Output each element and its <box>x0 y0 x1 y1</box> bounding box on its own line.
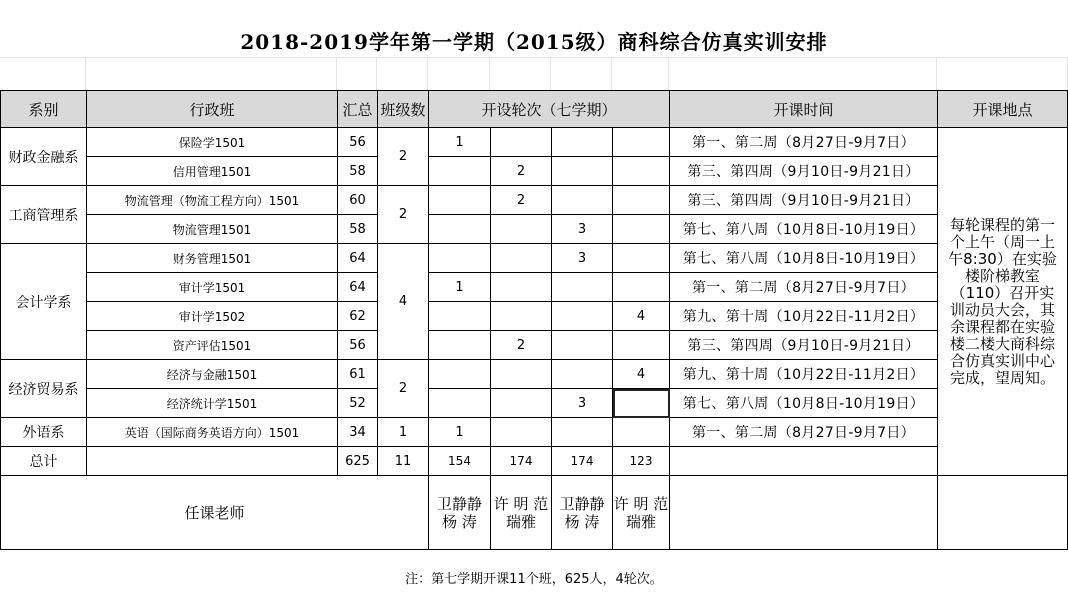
totals-time-cell <box>670 447 938 476</box>
class-count-cell: 2 <box>378 186 429 244</box>
time-cell: 第三、第四周（9月10日-9月21日） <box>670 331 938 360</box>
time-cell: 第七、第八周（10月8日-10月19日） <box>670 389 938 418</box>
round4-cell[interactable] <box>613 128 670 157</box>
table-row <box>1 273 1068 302</box>
totals-label: 总计 <box>1 447 87 476</box>
round2-cell[interactable] <box>491 389 552 418</box>
header-class-count: 班级数 <box>378 91 429 128</box>
location-cell: 每轮课程的第一个上午（周一上午8:30）在实验楼阶梯教室（110）召开实训动员大会，其余课程都在实验楼二楼大商科综合仿真实训中心完成，望周知。 <box>938 128 1068 476</box>
round3-cell[interactable] <box>552 302 613 331</box>
total-cell: 62 <box>338 302 378 331</box>
time-cell: 第三、第四周（9月10日-9月21日） <box>670 186 938 215</box>
header-time: 开课时间 <box>670 91 938 128</box>
time-cell: 第九、第十周（10月22日-11月2日） <box>670 360 938 389</box>
header-row <box>1 91 1068 128</box>
footnote: 注：第七学期开课11个班，625人，4轮次。 <box>405 572 663 587</box>
round3-cell[interactable] <box>552 273 613 302</box>
totals-count: 11 <box>378 447 429 476</box>
class-cell: 审计学1501 <box>87 273 338 302</box>
class-cell: 英语（国际商务英语方向）1501 <box>87 418 338 447</box>
round2-cell[interactable] <box>491 128 552 157</box>
round3-cell[interactable] <box>552 186 613 215</box>
class-cell: 物流管理1501 <box>87 215 338 244</box>
round3-cell[interactable] <box>552 157 613 186</box>
round2-cell[interactable] <box>491 215 552 244</box>
schedule-table <box>0 90 1068 550</box>
time-cell: 第一、第二周（8月27日-9月7日） <box>670 273 938 302</box>
empty-grid-row <box>0 57 1068 90</box>
teacher-round1: 卫静静 杨 涛 <box>429 476 491 550</box>
round1-cell[interactable] <box>429 215 491 244</box>
round4-cell[interactable] <box>613 215 670 244</box>
dept-cell: 外语系 <box>1 418 87 447</box>
round4-cell[interactable]: 4 <box>613 360 670 389</box>
header-location: 开课地点 <box>938 91 1068 128</box>
teachers-row <box>1 476 1068 550</box>
round2-cell[interactable] <box>491 360 552 389</box>
round3-cell[interactable]: 3 <box>552 215 613 244</box>
dept-cell: 工商管理系 <box>1 186 87 244</box>
class-cell: 资产评估1501 <box>87 331 338 360</box>
header-class: 行政班 <box>87 91 338 128</box>
total-cell: 61 <box>338 360 378 389</box>
table-row <box>1 302 1068 331</box>
class-cell: 信用管理1501 <box>87 157 338 186</box>
round3-cell[interactable] <box>552 360 613 389</box>
round2-cell[interactable]: 2 <box>491 331 552 360</box>
selected-round4-cell[interactable] <box>613 389 670 418</box>
totals-row <box>1 447 1068 476</box>
time-cell: 第九、第十周（10月22日-11月2日） <box>670 302 938 331</box>
round1-cell[interactable] <box>429 331 491 360</box>
round4-cell[interactable] <box>613 418 670 447</box>
round2-cell[interactable] <box>491 302 552 331</box>
class-count-cell: 2 <box>378 128 429 186</box>
round1-cell[interactable] <box>429 389 491 418</box>
total-cell: 52 <box>338 389 378 418</box>
totals-round4: 123 <box>613 447 670 476</box>
teachers-label: 任课老师 <box>1 476 429 550</box>
page-title: 2018-2019学年第一学期（2015级）商科综合仿真实训安排 <box>240 30 828 54</box>
class-count-cell: 4 <box>378 244 429 360</box>
dept-cell: 会计学系 <box>1 244 87 360</box>
round1-cell[interactable] <box>429 302 491 331</box>
round4-cell[interactable] <box>613 244 670 273</box>
teacher-round4: 许 明 范瑞雅 <box>613 476 670 550</box>
round1-cell[interactable] <box>429 186 491 215</box>
total-cell: 56 <box>338 331 378 360</box>
totals-round2: 174 <box>491 447 552 476</box>
totals-total: 625 <box>338 447 378 476</box>
time-cell: 第一、第二周（8月27日-9月7日） <box>670 418 938 447</box>
total-cell: 60 <box>338 186 378 215</box>
round3-cell[interactable] <box>552 128 613 157</box>
round2-cell[interactable] <box>491 418 552 447</box>
round3-cell[interactable] <box>552 418 613 447</box>
totals-class-cell <box>87 447 338 476</box>
round2-cell[interactable]: 2 <box>491 157 552 186</box>
table-row <box>1 157 1068 186</box>
total-cell: 58 <box>338 215 378 244</box>
time-cell: 第三、第四周（9月10日-9月21日） <box>670 157 938 186</box>
total-cell: 34 <box>338 418 378 447</box>
round1-cell[interactable]: 1 <box>429 128 491 157</box>
table-row <box>1 128 1068 157</box>
table-row <box>1 331 1068 360</box>
table-row <box>1 215 1068 244</box>
total-cell: 58 <box>338 157 378 186</box>
round1-cell[interactable] <box>429 360 491 389</box>
round1-cell[interactable] <box>429 157 491 186</box>
header-dept: 系别 <box>1 91 87 128</box>
round4-cell[interactable] <box>613 157 670 186</box>
class-cell: 审计学1502 <box>87 302 338 331</box>
total-cell: 56 <box>338 128 378 157</box>
round2-cell[interactable] <box>491 244 552 273</box>
round4-cell[interactable]: 4 <box>613 302 670 331</box>
totals-round3: 174 <box>552 447 613 476</box>
round1-cell[interactable]: 1 <box>429 273 491 302</box>
table-row <box>1 389 1068 418</box>
round4-cell[interactable] <box>613 273 670 302</box>
round2-cell[interactable] <box>491 273 552 302</box>
table-row <box>1 186 1068 215</box>
header-rounds: 开设轮次（七学期） <box>429 91 670 128</box>
class-count-cell: 1 <box>378 418 429 447</box>
class-cell: 保险学1501 <box>87 128 338 157</box>
class-cell: 财务管理1501 <box>87 244 338 273</box>
dept-cell: 经济贸易系 <box>1 360 87 418</box>
class-cell: 经济统计学1501 <box>87 389 338 418</box>
time-cell: 第一、第二周（8月27日-9月7日） <box>670 128 938 157</box>
dept-cell: 财政金融系 <box>1 128 87 186</box>
teacher-round3: 卫静静 杨 涛 <box>552 476 613 550</box>
teacher-round2: 许 明 范瑞雅 <box>491 476 552 550</box>
time-cell: 第七、第八周（10月8日-10月19日） <box>670 244 938 273</box>
round3-cell[interactable] <box>552 331 613 360</box>
total-cell: 64 <box>338 244 378 273</box>
time-cell: 第七、第八周（10月8日-10月19日） <box>670 215 938 244</box>
round4-cell[interactable] <box>613 331 670 360</box>
header-total: 汇总 <box>338 91 378 128</box>
teachers-time-cell <box>670 476 938 550</box>
table-row <box>1 244 1068 273</box>
round4-cell[interactable] <box>613 186 670 215</box>
class-cell: 经济与金融1501 <box>87 360 338 389</box>
round1-cell[interactable]: 1 <box>429 418 491 447</box>
teachers-location-cell <box>938 476 1068 550</box>
total-cell: 64 <box>338 273 378 302</box>
table-row <box>1 360 1068 389</box>
class-cell: 物流管理（物流工程方向）1501 <box>87 186 338 215</box>
class-count-cell: 2 <box>378 360 429 418</box>
round1-cell[interactable] <box>429 244 491 273</box>
round2-cell[interactable]: 2 <box>491 186 552 215</box>
table-row <box>1 418 1068 447</box>
round3-cell[interactable]: 3 <box>552 244 613 273</box>
round3-cell[interactable]: 3 <box>552 389 613 418</box>
totals-round1: 154 <box>429 447 491 476</box>
